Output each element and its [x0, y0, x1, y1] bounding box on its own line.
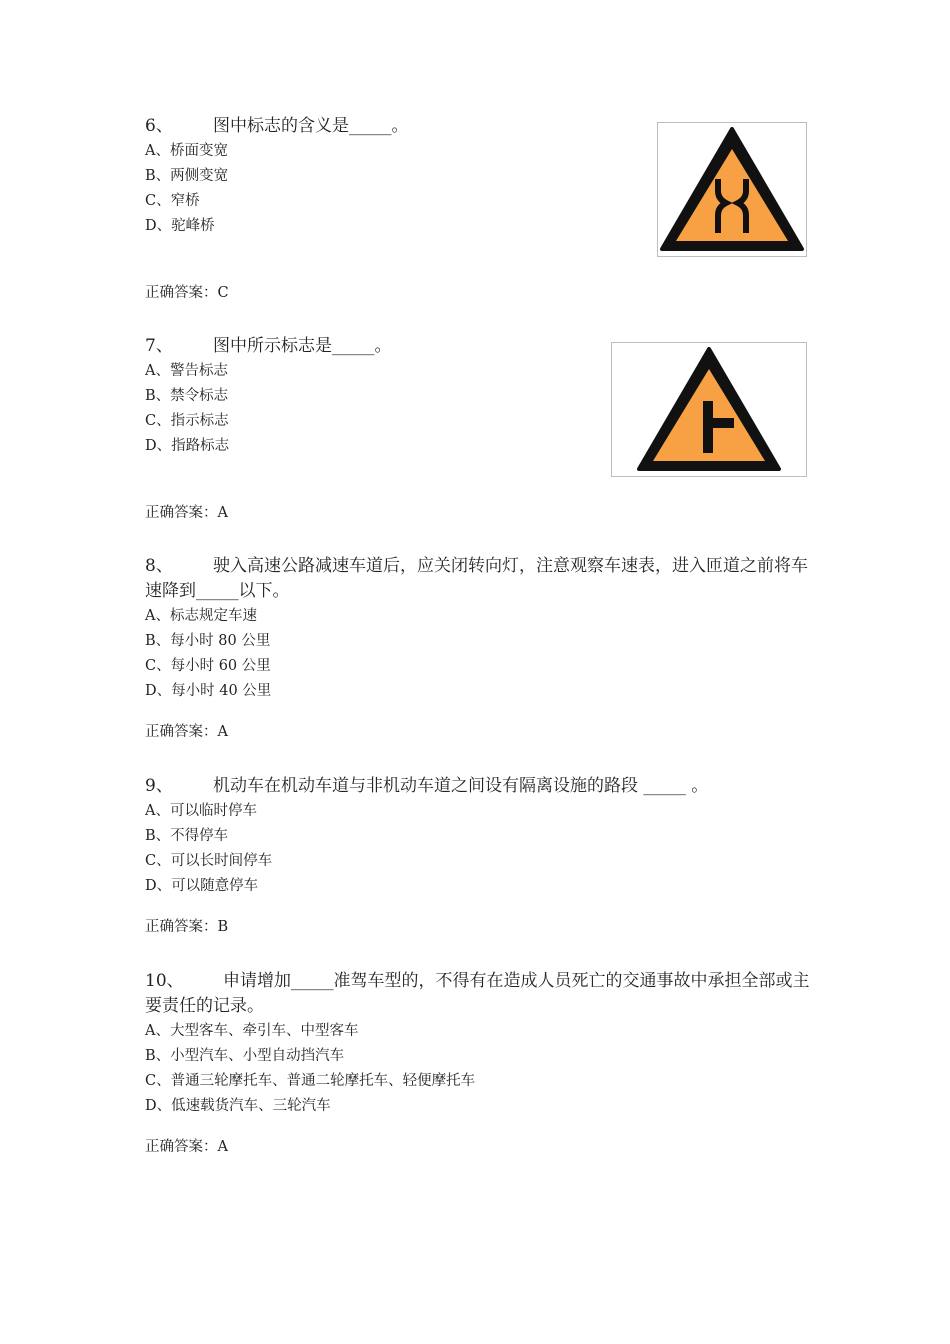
- question-9: [145, 774, 810, 899]
- option-a: A、可以临时停车: [145, 803, 257, 819]
- answer-6: 正确答案：C: [145, 285, 229, 301]
- answer-8: 正确答案：A: [145, 724, 228, 740]
- option-b: B、小型汽车、小型自动挡汽车: [145, 1048, 345, 1064]
- question-number: 6、: [145, 116, 173, 136]
- question-text: 驶入高速公路减速车道后，应关闭转向灯，注意观察车速表，进入匝道之前将车速降到_____以下。: [145, 556, 808, 601]
- question-8: [145, 554, 810, 704]
- option-a: A、桥面变宽: [145, 143, 228, 159]
- option-c: C、指示标志: [145, 413, 229, 429]
- question-number: 10、: [145, 971, 184, 991]
- option-b: B、两侧变宽: [145, 168, 229, 184]
- question-stem: [145, 774, 810, 799]
- option-d: D、每小时 40 公里: [145, 683, 272, 699]
- option-c: C、每小时 60 公里: [145, 658, 271, 674]
- option-d: D、指路标志: [145, 438, 230, 454]
- option-c: C、普通三轮摩托车、普通二轮摩托车、轻便摩托车: [145, 1073, 476, 1089]
- question-text: 图中标志的含义是_____。: [213, 116, 409, 136]
- answer-9: 正确答案：B: [145, 919, 229, 935]
- option-a: A、标志规定车速: [145, 608, 257, 624]
- answer-10: 正确答案：A: [145, 1139, 228, 1155]
- option-b: B、禁令标志: [145, 388, 229, 404]
- question-10: [145, 969, 810, 1119]
- option-b: B、不得停车: [145, 828, 229, 844]
- option-b: B、每小时 80 公里: [145, 633, 271, 649]
- option-d: D、可以随意停车: [145, 878, 259, 894]
- option-c: C、可以长时间停车: [145, 853, 273, 869]
- question-text: 申请增加_____准驾车型的，不得有在造成人员死亡的交通事故中承担全部或主要责任的记录。: [145, 971, 810, 1016]
- narrow-bridge-warning-sign-icon: [657, 122, 807, 257]
- question-stem: [145, 554, 810, 604]
- question-number: 9、: [145, 776, 173, 796]
- option-d: D、低速载货汽车、三轮汽车: [145, 1098, 331, 1114]
- question-text: 机动车在机动车道与非机动车道之间设有隔离设施的路段 _____ 。: [213, 776, 709, 796]
- option-d: D、驼峰桥: [145, 218, 215, 234]
- answer-7: 正确答案：A: [145, 505, 228, 521]
- question-number: 8、: [145, 556, 173, 576]
- option-c: C、窄桥: [145, 193, 200, 209]
- question-stem: [145, 969, 810, 1019]
- side-road-junction-warning-sign-icon: [611, 342, 807, 477]
- question-text: 图中所示标志是_____。: [213, 336, 392, 356]
- option-a: A、警告标志: [145, 363, 228, 379]
- question-number: 7、: [145, 336, 173, 356]
- option-a: A、大型客车、牵引车、中型客车: [145, 1023, 359, 1039]
